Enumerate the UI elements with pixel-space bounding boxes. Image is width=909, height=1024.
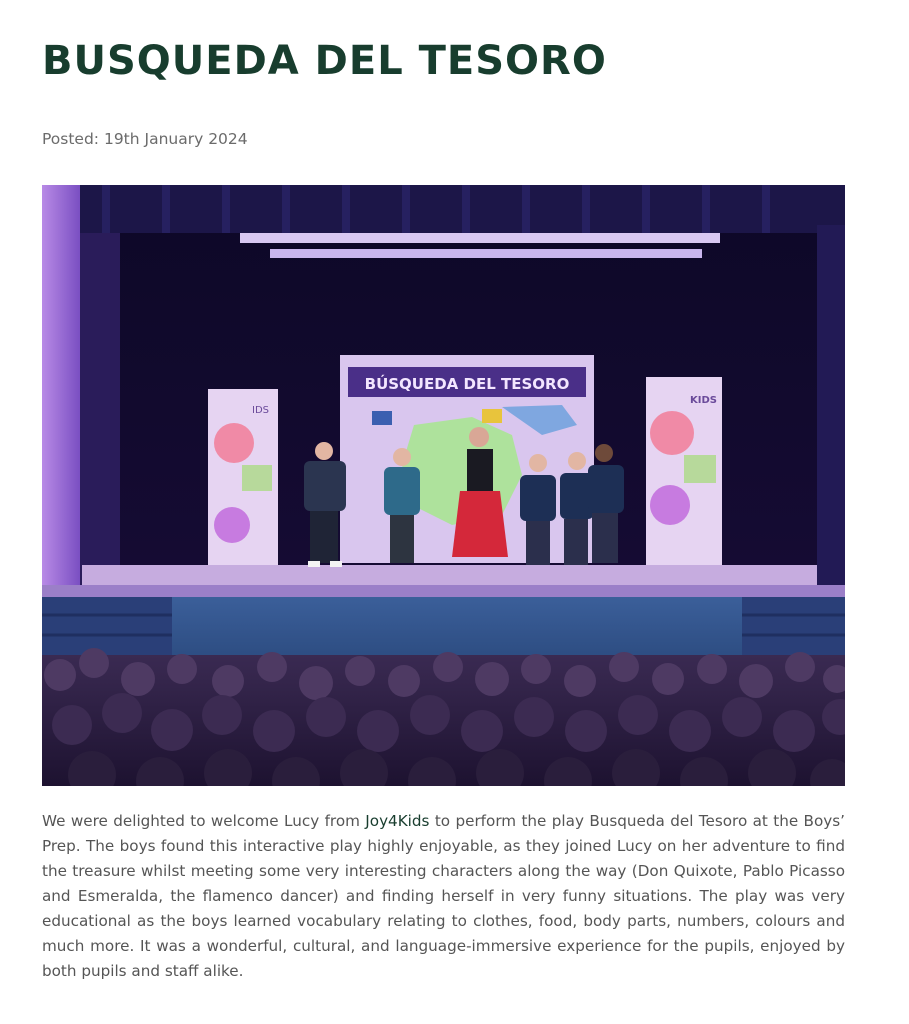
joy4kids-link[interactable]: Joy4Kids [365, 812, 430, 830]
side-banner-right-text: KIDS [690, 395, 717, 406]
page-title: BUSQUEDA DEL TESORO [42, 38, 607, 84]
stage-banner-text: BÚSQUEDA DEL TESORO [364, 375, 570, 393]
body-text-rest: to perform the play Busqueda del Tesoro at the Boys’ Prep. The boys found this interactive play highly enjoyable, as they joined Lucy on her adventure to find the treasure whilst meeting some very interesting characters along the way (Don Quixote, Pablo Picasso and Esmeralda, the flamenco dancer) and finding herself in very funny situations. The play was very educational as the boys learned vocabulary relating to clothes, food, body parts, numbers, colours and much more. It was a wonderful, cultural, and language-immersive experience for the pupils, enjoyed by both pupils and staff alike. [42, 812, 845, 980]
body-text-intro: We were delighted to welcome Lucy from [42, 812, 366, 830]
posted-date: Posted: 19th January 2024 [42, 130, 248, 148]
stage-photo-illustration [42, 185, 845, 786]
article-body [42, 809, 845, 984]
article-photo[interactable] [42, 185, 845, 786]
side-banner-left-text: IDS [252, 405, 269, 416]
